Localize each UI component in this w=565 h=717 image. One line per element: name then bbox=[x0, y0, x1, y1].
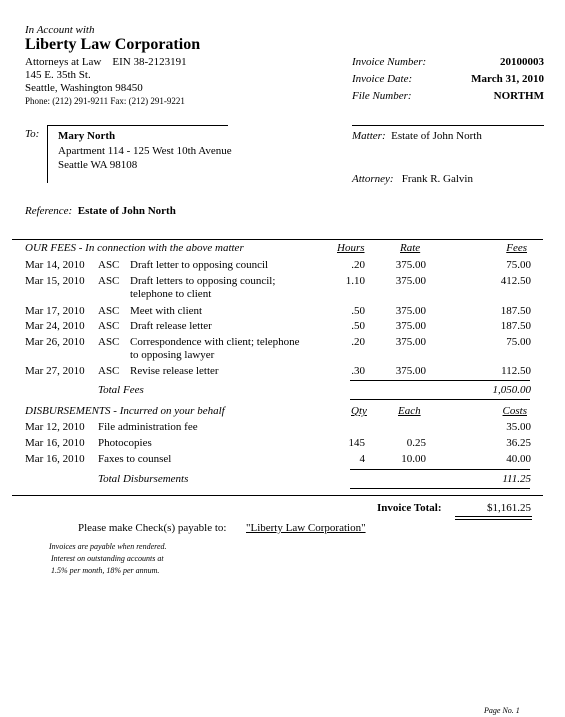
col-rate: Rate bbox=[400, 242, 421, 254]
invoice-total-rule bbox=[12, 495, 543, 496]
invoice-total-underline-2 bbox=[455, 519, 532, 520]
disb-qty: 4 bbox=[359, 453, 365, 465]
col-each: Each bbox=[398, 405, 421, 417]
disb-desc: Faxes to counsel bbox=[98, 453, 172, 465]
fees-subtotal-rule bbox=[350, 380, 530, 381]
invoice-total-value: $1,161.25 bbox=[487, 502, 531, 514]
disb-cost: 35.00 bbox=[506, 421, 531, 433]
fee-desc-cont: telephone to client bbox=[130, 288, 212, 300]
to-name: Mary North bbox=[58, 130, 116, 142]
fee-hours: 1.10 bbox=[345, 275, 365, 287]
invoice-total-label: Invoice Total: bbox=[377, 502, 442, 514]
fee-date: Mar 17, 2010 bbox=[25, 305, 85, 317]
to-address1: Apartment 114 - 125 West 10th Avenue bbox=[58, 145, 232, 157]
fee-attorney: ASC bbox=[98, 275, 120, 287]
terms-line1: Invoices are payable when rendered. bbox=[49, 542, 167, 551]
fee-rate: 375.00 bbox=[395, 305, 426, 317]
matter-top-border bbox=[352, 125, 544, 126]
in-account-with: In Account with bbox=[25, 24, 95, 36]
fee-hours: .30 bbox=[351, 365, 365, 377]
to-address2: Seattle WA 98108 bbox=[58, 159, 138, 171]
terms-line3: 1.5% per month, 18% per annum. bbox=[51, 566, 160, 575]
fee-attorney: ASC bbox=[98, 305, 120, 317]
matter bbox=[352, 130, 482, 142]
fee-amount: 412.50 bbox=[500, 275, 531, 287]
payable-label: Please make Check(s) payable to: bbox=[78, 522, 227, 534]
fee-rate: 375.00 bbox=[395, 275, 426, 287]
file-number-label: File Number: bbox=[352, 90, 412, 102]
fees-top-rule bbox=[12, 239, 543, 240]
fee-date: Mar 15, 2010 bbox=[25, 275, 85, 287]
to-label: To: bbox=[25, 128, 40, 140]
payable-value: "Liberty Law Corporation" bbox=[246, 522, 366, 534]
fees-heading bbox=[25, 242, 244, 254]
fee-desc: Revise release letter bbox=[130, 365, 219, 377]
matter-value: Estate of John North bbox=[391, 130, 482, 142]
fee-amount: 75.00 bbox=[506, 259, 531, 271]
disb-date: Mar 16, 2010 bbox=[25, 437, 85, 449]
fee-date: Mar 14, 2010 bbox=[25, 259, 85, 271]
firm-line1: Attorneys at Law EIN 38-2123191 bbox=[25, 56, 187, 68]
reference-label: Reference: bbox=[25, 205, 73, 217]
reference bbox=[25, 205, 176, 217]
matter-label: Matter: bbox=[352, 130, 386, 142]
disb-each: 10.00 bbox=[401, 453, 426, 465]
fee-attorney: ASC bbox=[98, 320, 120, 332]
fee-date: Mar 27, 2010 bbox=[25, 365, 85, 377]
invoice-date: March 31, 2010 bbox=[471, 73, 544, 85]
attorney bbox=[352, 173, 473, 185]
fee-attorney: ASC bbox=[98, 336, 120, 348]
invoice-number: 20100003 bbox=[500, 56, 544, 68]
fee-date: Mar 24, 2010 bbox=[25, 320, 85, 332]
disb-desc: Photocopies bbox=[98, 437, 152, 449]
firm-phone: Phone: (212) 291-9211 Fax: (212) 291-9221 bbox=[25, 96, 185, 106]
fee-rate: 375.00 bbox=[395, 259, 426, 271]
disbursements-heading bbox=[25, 405, 225, 417]
disb-qty: 145 bbox=[348, 437, 365, 449]
invoice-number-label: Invoice Number: bbox=[352, 56, 427, 68]
fee-desc: Correspondence with client; telephone bbox=[130, 336, 300, 348]
fee-desc: Draft letters to opposing council; bbox=[130, 275, 276, 287]
attorney-label: Attorney: bbox=[352, 173, 394, 185]
to-box-left-border bbox=[47, 125, 48, 183]
total-fees-value: 1,050.00 bbox=[492, 384, 531, 396]
disb-desc: File administration fee bbox=[98, 421, 198, 433]
total-disbursements-value: 111.25 bbox=[502, 473, 531, 485]
total-fees-label: Total Fees bbox=[98, 384, 144, 396]
disb-date: Mar 12, 2010 bbox=[25, 421, 85, 433]
disb-date: Mar 16, 2010 bbox=[25, 453, 85, 465]
fee-attorney: ASC bbox=[98, 365, 120, 377]
col-qty: Qty bbox=[351, 405, 367, 417]
fee-amount: 112.50 bbox=[501, 365, 531, 377]
fee-hours: .20 bbox=[351, 336, 365, 348]
disb-each: 0.25 bbox=[406, 437, 426, 449]
fee-desc-cont: to opposing lawyer bbox=[130, 349, 215, 361]
page-number: Page No. 1 bbox=[484, 706, 520, 715]
col-costs: Costs bbox=[502, 405, 527, 417]
fees-total-rule bbox=[350, 399, 530, 400]
fee-rate: 375.00 bbox=[395, 365, 426, 377]
fee-hours: .20 bbox=[351, 259, 365, 271]
attorney-value: Frank R. Galvin bbox=[401, 173, 473, 185]
invoice-date-label: Invoice Date: bbox=[352, 73, 413, 85]
fee-amount: 187.50 bbox=[500, 320, 531, 332]
fee-desc: Draft release letter bbox=[130, 320, 212, 332]
fee-desc: Draft letter to opposing council bbox=[130, 259, 269, 271]
fee-date: Mar 26, 2010 bbox=[25, 336, 85, 348]
disb-subtotal-rule bbox=[350, 469, 530, 470]
fee-hours: .50 bbox=[351, 305, 365, 317]
reference-value: Estate of John North bbox=[77, 205, 176, 217]
to-box-top-border bbox=[47, 125, 228, 126]
disb-cost: 36.25 bbox=[506, 437, 531, 449]
col-fees: Fees bbox=[506, 242, 527, 254]
fee-attorney: ASC bbox=[98, 259, 120, 271]
fee-desc: Meet with client bbox=[130, 305, 203, 317]
fee-rate: 375.00 bbox=[395, 320, 426, 332]
disbursements-heading-sub: - Incurred on your behalf bbox=[110, 405, 225, 417]
fees-heading-sub: - In connection with the above matter bbox=[76, 242, 244, 254]
file-number: NORTHM bbox=[493, 90, 544, 102]
invoice-total-underline-1 bbox=[455, 516, 532, 517]
disbursements-heading-main: DISBURSEMENTS bbox=[25, 405, 111, 417]
disb-cost: 40.00 bbox=[506, 453, 531, 465]
firm-city: Seattle, Washington 98450 bbox=[25, 82, 143, 94]
disb-total-rule bbox=[350, 488, 530, 489]
fees-heading-main: OUR FEES bbox=[25, 242, 77, 254]
fee-hours: .50 bbox=[351, 320, 365, 332]
fee-amount: 187.50 bbox=[500, 305, 531, 317]
firm-name: Liberty Law Corporation bbox=[25, 36, 201, 53]
firm-street: 145 E. 35th St. bbox=[25, 69, 91, 81]
fee-amount: 75.00 bbox=[506, 336, 531, 348]
fee-rate: 375.00 bbox=[395, 336, 426, 348]
total-disbursements-label: Total Disbursements bbox=[98, 473, 189, 485]
terms-line2: Interest on outstanding accounts at bbox=[51, 554, 164, 563]
col-hours: Hours bbox=[337, 242, 365, 254]
